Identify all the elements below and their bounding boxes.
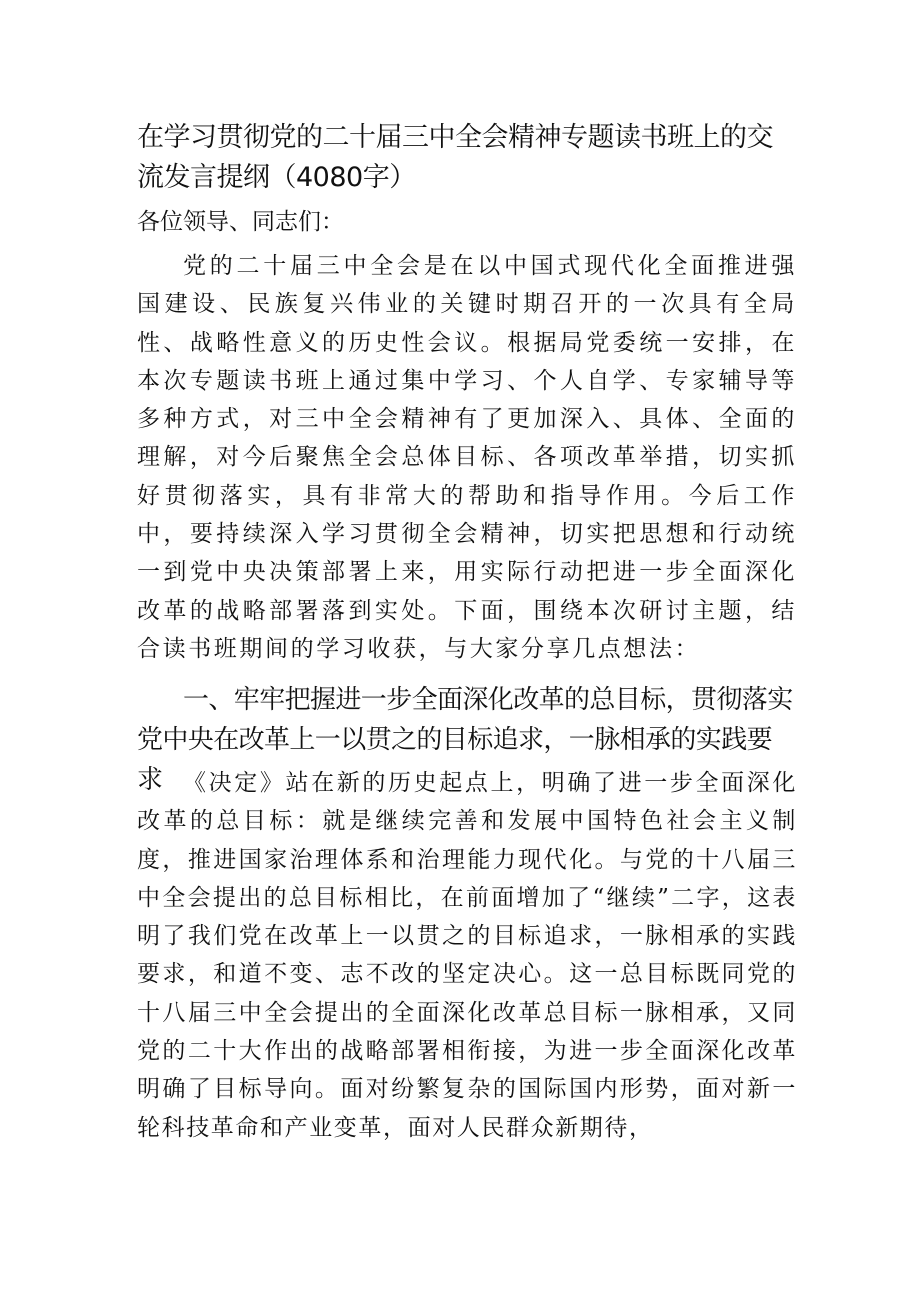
body-paragraph-1: 党的二十届三中全会是在以中国式现代化全面推进强国建设、民族复兴伟业的关键时期召开的一次具有全局性、战略性意义的历史性会议。根据局党委统一安排，在本次专题读书班上通过集中学习、个人自学、专家辅导等多种方式，对三中全会精神有了更加深入、具体、全面的理解，对今后聚焦全会总体目标、各项改革举措，切实抓好贯彻落实，具有非常大的帮助和指导作用。今后工作中，要持续深入学习贯彻全会精神，切实把思想和行动统一到党中央决策部署上来，用实际行动把进一步全面深化改革的战略部署落到实处。下面，围绕本次研讨主题，结合读书班期间的学习收获，与大家分享几点想法： — [137, 253, 797, 662]
body-paragraph-2: 《决定》站在新的历史起点上，明确了进一步全面深化改革的总目标：就是继续完善和发展中国特色社会主义制度，推进国家治理体系和治理能力现代化。与党的十八届三中全会提出的总目标相比，在前面增加了“继续”二字，这表明了我们党在改革上一以贯之的目标追求，一脉相承的实践要求，和道不变、志不改的坚定决心。这一总目标既同党的十八届三中全会提出的全面深化改革总目标一脉相承，又同党的二十大作出的战略部署相衔接，为进一步全面深化改革明确了目标导向。面对纷繁复杂的国际国内形势，面对新一轮科技革命和产业变革，面对人民群众新期待， — [137, 770, 797, 1141]
salutation: 各位领导、同志们： — [137, 209, 344, 235]
section-heading-1: 一、牢牢把握进一步全面深化改革的总目标，贯彻落实党中央在改革上一以贯之的目标追求，一脉相承的实践要求 — [137, 685, 793, 795]
document-title: 在学习贯彻党的二十届三中全会精神专题读书班上的交流发言提纲（4080字） — [137, 122, 773, 193]
